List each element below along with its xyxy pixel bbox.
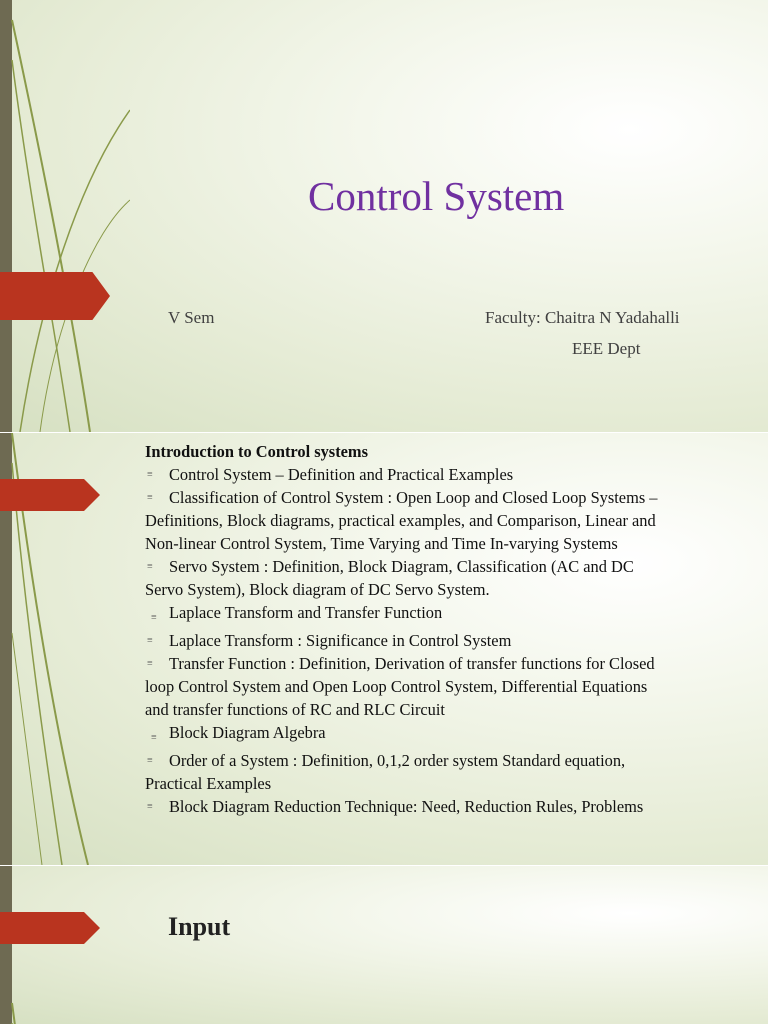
list-item-text: Order of a System : Definition, 0,1,2 order system Standard equation, Practical Examples <box>145 751 626 793</box>
list-item-text: Block Diagram Reduction Technique: Need, Reduction Rules, Problems <box>169 797 644 816</box>
list-item-text: Block Diagram Algebra <box>169 723 326 742</box>
faculty-label: Faculty: Chaitra N Yadahalli <box>485 308 680 327</box>
section-item <box>145 721 665 749</box>
accent-tab <box>0 479 100 511</box>
accent-tab <box>0 912 100 944</box>
decorative-swoosh-icon <box>0 866 130 1024</box>
semester-label: V Sem <box>168 308 215 327</box>
list-item <box>145 486 665 555</box>
bullet-glyph-icon: ≡ <box>147 635 153 646</box>
list-item-text: Servo System : Definition, Block Diagram, Classification (AC and DC Servo System), Block diagram of DC Servo System. <box>145 557 634 599</box>
slide-title-text: Control System <box>308 173 565 219</box>
accent-tab <box>0 272 110 320</box>
list-item <box>145 555 665 601</box>
slide-input-title: Input <box>168 912 231 941</box>
list-item <box>145 749 665 795</box>
bullet-glyph-icon: ≡ <box>147 801 153 812</box>
bullet-glyph-icon: ≡ <box>147 658 153 669</box>
list-item-text: Classification of Control System : Open Loop and Closed Loop Systems – Definitions, Block diagrams, practical examples, and Comparison, Linear and Non-linear Control System, Time Varying and Time In-varying Systems <box>145 488 658 553</box>
slide-input <box>0 866 768 1024</box>
syllabus-content <box>145 440 665 818</box>
section-glyph-icon: ≡ <box>151 732 157 743</box>
syllabus-list <box>145 463 665 818</box>
slide-syllabus <box>0 433 768 865</box>
list-item-text: Laplace Transform and Transfer Function <box>169 603 443 622</box>
syllabus-heading: Introduction to Control systems <box>145 442 368 461</box>
list-item <box>145 629 665 652</box>
list-item <box>145 463 665 486</box>
decorative-swoosh-icon <box>0 0 130 432</box>
list-item <box>145 652 665 721</box>
list-item-text: Laplace Transform : Significance in Control System <box>169 631 512 650</box>
bullet-glyph-icon: ≡ <box>147 755 153 766</box>
list-item-text: Control System – Definition and Practical Examples <box>169 465 514 484</box>
slide-title <box>0 0 768 432</box>
department-label: EEE Dept <box>572 339 641 358</box>
list-item-text: Transfer Function : Definition, Derivation of transfer functions for Closed loop Control System and Open Loop Control System, Differential Equations and transfer functions of RC and RLC Circuit <box>145 654 655 719</box>
bullet-glyph-icon: ≡ <box>147 492 153 503</box>
bullet-glyph-icon: ≡ <box>147 469 153 480</box>
bullet-glyph-icon: ≡ <box>147 561 153 572</box>
list-item <box>145 795 665 818</box>
section-item <box>145 601 665 629</box>
section-glyph-icon: ≡ <box>151 612 157 623</box>
